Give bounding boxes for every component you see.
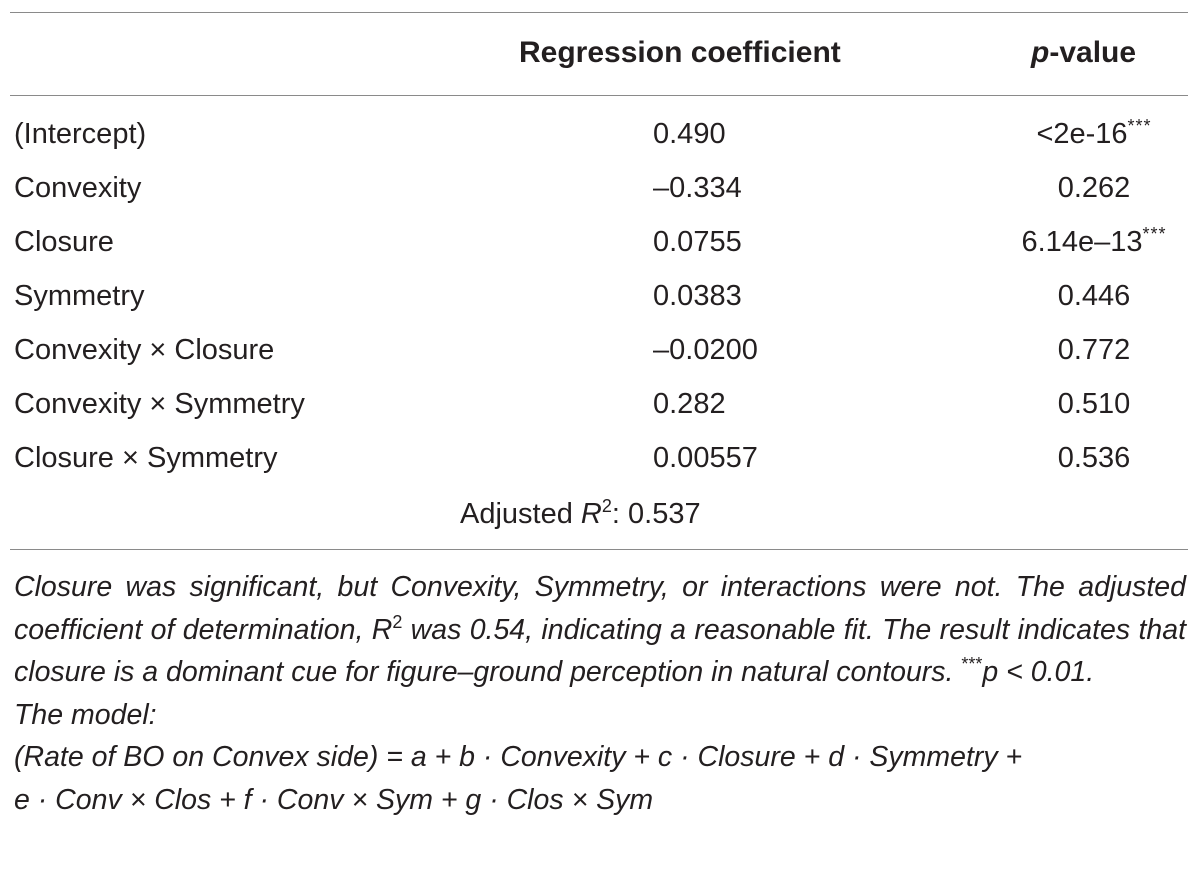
p-value-text: 0.262	[1057, 172, 1131, 204]
row-coefficient: 0.0383	[653, 280, 742, 312]
table-footnote	[14, 566, 1186, 821]
row-coefficient: –0.334	[653, 172, 742, 204]
footnote-text: p < 0.01.	[982, 656, 1095, 688]
row-term: Closure	[14, 226, 114, 258]
significance-stars: ***	[1142, 224, 1167, 244]
adjusted-r-squared	[460, 494, 701, 534]
r-exponent: 2	[601, 496, 612, 516]
table-row	[0, 438, 1200, 492]
row-p-value	[1018, 168, 1170, 208]
adjusted-label: Adjusted	[460, 498, 581, 530]
row-p-value	[1018, 438, 1170, 478]
footnote-text: was 0.54, indicating a reasonable fit. The result indicates that closure is a dominant cue for figure–ground perception in natural contours.	[14, 613, 1186, 688]
p-value-text: <2e-16	[1036, 118, 1128, 150]
table-row	[0, 384, 1200, 438]
p-value-text: 0.536	[1057, 442, 1131, 474]
row-p-value	[1018, 384, 1170, 424]
row-coefficient: 0.0755	[653, 226, 742, 258]
r-symbol: R	[580, 498, 602, 530]
footnote-r-exponent: 2	[392, 611, 403, 632]
row-p-value	[1018, 114, 1170, 154]
table-row	[0, 222, 1200, 276]
model-equation-line: (Rate of BO on Convex side) = a + b · Convexity + c · Closure + d · Symmetry +	[14, 741, 1023, 773]
header-rule	[10, 95, 1188, 96]
adjusted-separator: :	[611, 498, 629, 530]
table-bottom-rule	[10, 549, 1188, 550]
p-value-text: 0.446	[1057, 280, 1131, 312]
table-row	[0, 276, 1200, 330]
row-coefficient: 0.00557	[653, 442, 758, 474]
footnote-r-symbol: R	[371, 613, 393, 646]
header-p-value	[1031, 33, 1136, 73]
significance-stars: ***	[1127, 116, 1152, 136]
row-coefficient: 0.282	[653, 388, 726, 420]
table-row	[0, 114, 1200, 168]
header-regression-coefficient: Regression coefficient	[519, 36, 841, 69]
p-value-text: 0.510	[1057, 388, 1131, 420]
row-term: Closure × Symmetry	[14, 442, 278, 474]
row-term: Convexity × Closure	[14, 334, 275, 366]
model-equation-line: e · Conv × Clos + f · Conv × Sym + g · Clos × Sym	[14, 783, 654, 816]
table-row	[0, 330, 1200, 384]
table-row	[0, 168, 1200, 222]
header-p-symbol: p	[1031, 36, 1050, 69]
row-term: Convexity × Symmetry	[14, 388, 305, 420]
row-p-value	[1018, 330, 1170, 370]
model-label: The model:	[14, 698, 157, 731]
p-value-text: 0.772	[1057, 334, 1131, 366]
row-term: Symmetry	[14, 280, 145, 312]
adjusted-value: 0.537	[628, 498, 701, 530]
table-top-rule	[10, 12, 1188, 13]
row-p-value	[1018, 222, 1170, 262]
row-term: (Intercept)	[14, 118, 147, 150]
footnote-text: Closure was significant, but Convexity, Symmetry, or interactions were not. The adjusted coefficient of determination,	[14, 571, 1186, 646]
p-value-text: 6.14e–13	[1021, 226, 1143, 258]
row-p-value	[1018, 276, 1170, 316]
row-coefficient: –0.0200	[653, 334, 758, 366]
footnote-paragraph	[14, 566, 1186, 694]
row-term: Convexity	[14, 172, 142, 204]
footnote-stars: ***	[961, 654, 983, 674]
row-coefficient: 0.490	[653, 118, 726, 150]
header-p-suffix: -value	[1049, 36, 1137, 69]
